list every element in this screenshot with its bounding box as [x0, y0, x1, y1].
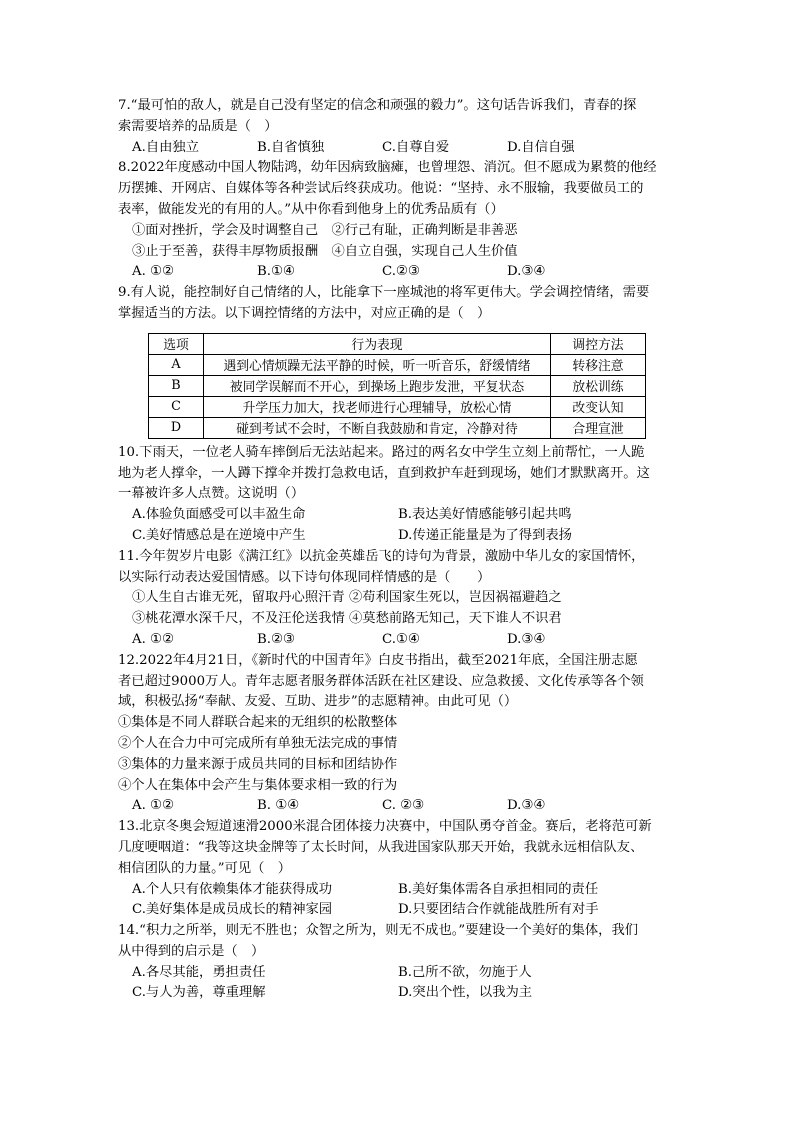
question-stem: 域，积极弘扬“奉献、友爱、互助、进步”的志愿精神。由此可见（）	[118, 694, 518, 710]
option-d: D.突出个性，以我为主	[398, 985, 533, 1001]
table-header: 调控方法	[551, 333, 646, 354]
table-cell: B	[149, 375, 204, 396]
option-c: C. ②③	[382, 798, 424, 814]
question-stem: 地为老人撑伞，一人蹲下撑伞并拨打急救电话，直到救护车赶到现场，她们才默默离开。这	[118, 465, 650, 481]
question-7	[118, 96, 678, 158]
option-row	[118, 983, 678, 1004]
question-stem: 10.下雨天，一位老人骑车摔倒后无法站起来。路过的两名女中学生立刻上前帮忙，一人跪	[118, 444, 645, 460]
option-a: A.体验负面感受可以丰盈生命	[132, 507, 306, 523]
statement: ①面对挫折，学会及时调整自己 ②行己有耻，正确判断是非善恶	[132, 222, 518, 238]
question-stem: 12.2022年4月21日，《新时代的中国青年》白皮书指出，截至2021年底，全国注册志愿	[118, 652, 638, 668]
option-c: C.自尊自爱	[382, 139, 450, 155]
statement: ③集体的力量来源于成员共同的目标和团结协作	[118, 756, 398, 772]
question-stem: 从中得到的启示是（ ）	[118, 943, 265, 959]
option-row	[118, 963, 678, 984]
question-stem: 表率，做能发光的有用的人。”从中你看到他身上的优秀品质有（）	[118, 201, 504, 217]
option-row	[118, 900, 678, 921]
question-9	[118, 283, 678, 439]
table-cell: 放松训练	[551, 375, 646, 396]
table-row	[149, 375, 646, 396]
question-stem: 以实际行动表达爱国情感。以下诗句体现同样情感的是（ ）	[118, 569, 491, 585]
option-b: B. ①④	[257, 798, 300, 814]
table-cell: 升学压力加大，找老师进行心理辅导，放松心情	[204, 396, 551, 417]
option-row	[118, 505, 678, 526]
option-b: B.美好集体需各自承担相同的责任	[398, 881, 599, 897]
option-d: D.③④	[507, 798, 546, 814]
table-cell: A	[149, 354, 204, 375]
emotion-method-table	[148, 333, 646, 439]
option-a: A. ①②	[132, 631, 174, 647]
question-8	[118, 158, 678, 283]
option-d: D.传递正能量是为了得到表扬	[398, 527, 572, 543]
option-c: C.美好情感总是在逆境中产生	[132, 527, 306, 543]
question-stem: 13.北京冬奥会短道速滑2000米混合团体接力决赛中，中国队勇夺首金。赛后，老将范可新	[118, 819, 652, 835]
question-stem: 索需要培养的品质是（ ）	[118, 118, 278, 134]
option-d: D.自信自强	[507, 139, 575, 155]
table-cell: 被同学误解而不开心，到操场上跑步发泄，平复状态	[204, 375, 551, 396]
question-14	[118, 921, 678, 1004]
question-stem: 9.有人说，能控制好自己情绪的人，比能拿下一座城池的将军更伟大。学会调控情绪，需要	[118, 285, 650, 301]
question-stem: 者已超过9000万人。青年志愿者服务群体活跃在社区建设、应急救援、文化传承等各个领	[118, 673, 644, 689]
option-b: B.表达美好情感能够引起共鸣	[398, 507, 572, 523]
option-a: A. ①②	[132, 264, 174, 280]
question-stem: 7.“最可怕的敌人，就是自己没有坚定的信念和顽强的毅力”。这句话告诉我们，青春的探	[118, 98, 637, 113]
table-cell: D	[149, 417, 204, 438]
table-header-row	[149, 333, 646, 354]
table-cell: 改变认知	[551, 396, 646, 417]
table-header: 选项	[149, 333, 204, 354]
option-a: A.自由独立	[132, 139, 200, 155]
question-13	[118, 817, 678, 921]
table-cell: C	[149, 396, 204, 417]
table-row	[149, 396, 646, 417]
question-10	[118, 443, 678, 547]
option-b: B.己所不欲，勿施于人	[398, 964, 532, 980]
option-row	[118, 526, 678, 547]
option-a: A.各尽其能，勇担责任	[132, 964, 266, 980]
option-row	[118, 262, 678, 283]
table-header: 行为表现	[204, 333, 551, 354]
statement: ②个人在合力中可完成所有单独无法完成的事情	[118, 735, 398, 751]
table-cell: 合理宣泄	[551, 417, 646, 438]
question-stem: 14.“积力之所举，则无不胜也；众智之所为，则无不成也。”要建设一个美好的集体，我们	[118, 923, 639, 939]
option-d: D.③④	[507, 264, 546, 280]
table-cell: 碰到考试不会时，不断自我鼓励和肯定，冷静对待	[204, 417, 551, 438]
option-c: C.与人为善，尊重理解	[132, 985, 266, 1001]
question-stem: 历摆摊、开网店、自媒体等各种尝试后终获成功。他说：“坚持、永不服输，我要做员工的	[118, 181, 644, 197]
option-c: C.美好集体是成员成长的精神家园	[132, 902, 333, 918]
question-stem: 几度哽咽道：“我等这块金牌等了太长时间，从我进国家队那天开始，我就永远相信队友、	[118, 839, 644, 855]
table-cell: 转移注意	[551, 354, 646, 375]
option-c: C.①④	[382, 631, 420, 647]
option-c: C.②③	[382, 264, 420, 280]
question-12	[118, 651, 678, 817]
option-row	[118, 138, 678, 159]
statement: ③止于至善，获得丰厚物质报酬 ④自立自强，实现自己人生价值	[132, 243, 518, 259]
option-a: A.个人只有依赖集体才能获得成功	[132, 881, 332, 897]
option-row	[118, 630, 678, 651]
statement: ④个人在集体中会产生与集体要求相一致的行为	[118, 777, 398, 793]
option-d: D.只要团结合作就能战胜所有对手	[398, 902, 599, 918]
question-stem: 一幕被许多人点赞。这说明（）	[118, 486, 305, 502]
option-b: B.①④	[257, 264, 295, 280]
option-row	[118, 796, 678, 817]
statement: ①人生自古谁无死，留取丹心照汗青 ②苟利国家生死以，岂因祸福避趋之	[132, 590, 562, 606]
statement: ①集体是不同人群联合起来的无组织的松散整体	[118, 715, 398, 731]
option-a: A. ①②	[132, 798, 174, 814]
table-cell: 遇到心情烦躁无法平静的时候，听一听音乐，舒缓情绪	[204, 354, 551, 375]
option-b: B.自省慎独	[257, 139, 325, 155]
exam-page	[118, 96, 678, 1004]
option-row	[118, 880, 678, 901]
question-11	[118, 547, 678, 651]
table-row	[149, 354, 646, 375]
option-d: D.③④	[507, 631, 546, 647]
option-b: B.②③	[257, 631, 295, 647]
question-stem: 8.2022年度感动中国人物陆鸿，幼年因病致脑瘫，也曾埋怨、消沉。但不愿成为累赘的他经	[118, 160, 657, 176]
table-row	[149, 417, 646, 438]
question-stem: 掌握适当的方法。以下调控情绪的方法中，对应正确的是（ ）	[118, 305, 491, 321]
question-stem: 11.今年贺岁片电影《满江红》以抗金英雄岳飞的诗句为背景，激励中华儿女的家国情怀，	[118, 548, 645, 564]
statement: ③桃花潭水深千尺，不及汪伦送我情 ④莫愁前路无知己，天下谁人不识君	[132, 611, 562, 627]
question-stem: 相信团队的力量。”可见（ ）	[118, 860, 292, 876]
